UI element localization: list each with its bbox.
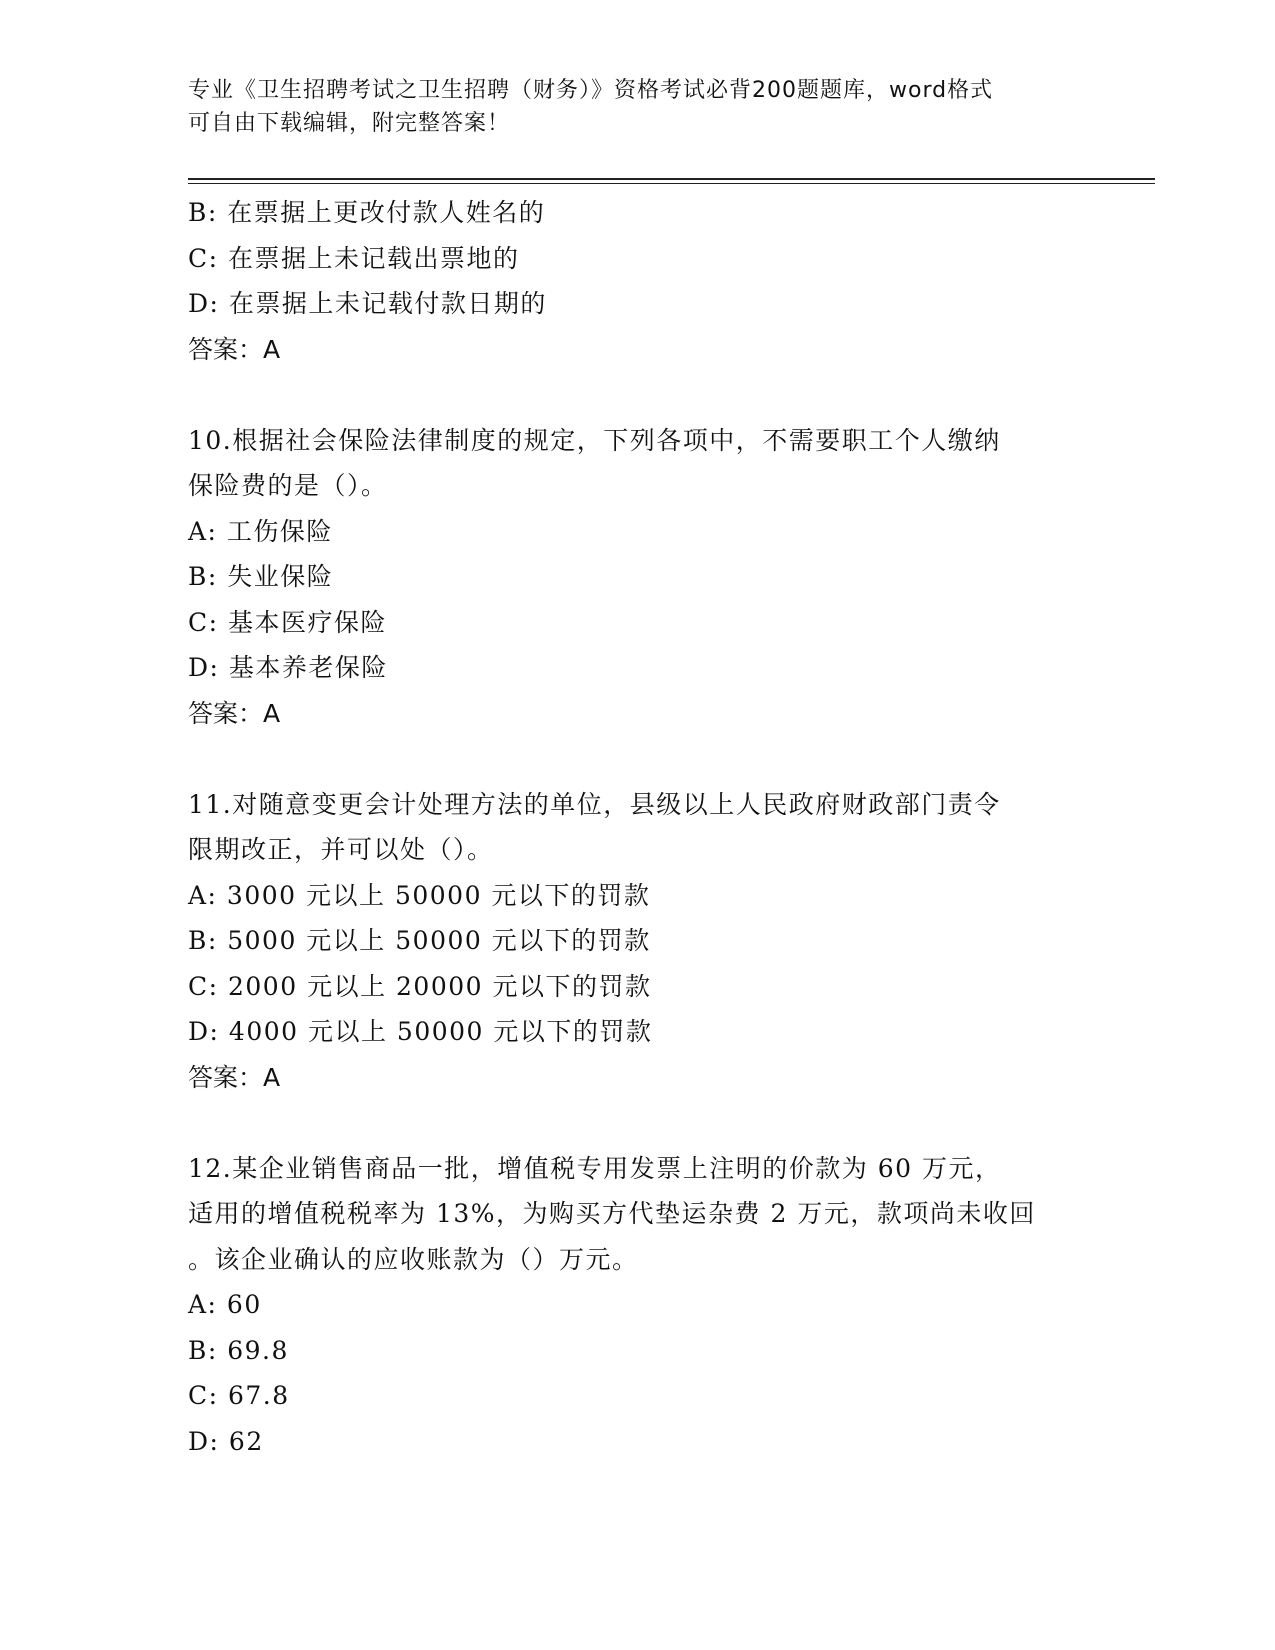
answer-label: 答案：A <box>188 698 281 728</box>
option-d: D: 62 <box>188 1426 264 1456</box>
header-divider-thick <box>188 178 1155 180</box>
question-stem: 11.对随意变更会计处理方法的单位，县级以上人民政府财政部门责令 <box>188 789 1001 819</box>
document-header <box>188 74 1068 140</box>
option-b: B: 5000 元以上 50000 元以下的罚款 <box>188 926 651 955</box>
option-b: B: 69.8 <box>188 1335 289 1365</box>
question-stem: 10.根据社会保险法律制度的规定，下列各项中，不需要职工个人缴纳 <box>188 425 1001 455</box>
question-10 <box>188 418 1088 737</box>
spacer <box>188 736 1088 782</box>
spacer <box>188 372 1088 418</box>
header-line-2: 可自由下载编辑，附完整答案！ <box>188 111 511 136</box>
option-b: B: 在票据上更改付款人姓名的 <box>188 198 546 227</box>
answer-label: 答案：A <box>188 1062 281 1092</box>
option-a: A: 60 <box>188 1290 262 1319</box>
option-d: D: 4000 元以上 50000 元以下的罚款 <box>188 1017 653 1046</box>
option-b: B: 失业保险 <box>188 562 334 591</box>
spacer <box>188 1100 1088 1146</box>
option-a: A: 3000 元以上 50000 元以下的罚款 <box>188 880 651 910</box>
option-c: C: 67.8 <box>188 1381 290 1410</box>
option-a: A: 工伤保险 <box>188 516 333 546</box>
question-stem-cont: 保险费的是（）。 <box>188 471 388 500</box>
question-stem: 12.某企业销售商品一批，增值税专用发票上注明的价款为 60 万元， <box>188 1153 1002 1183</box>
header-line-1: 专业《卫生招聘考试之卫生招聘（财务）》资格考试必背200题题库，word格式 <box>188 78 994 103</box>
question-stem-cont: 限期改正，并可以处（）。 <box>188 835 494 864</box>
option-c: C: 2000 元以上 20000 元以下的罚款 <box>188 971 652 1001</box>
question-stem-cont: 适用的增值税税率为 13%，为购买方代垫运杂费 2 万元，款项尚未收回 <box>188 1199 1036 1228</box>
question-12 <box>188 1146 1088 1465</box>
question-9-tail <box>188 190 1088 372</box>
answer-label: 答案：A <box>188 334 281 364</box>
option-c: C: 基本医疗保险 <box>188 607 387 637</box>
question-11 <box>188 782 1088 1101</box>
option-d: D: 基本养老保险 <box>188 653 388 682</box>
option-c: C: 在票据上未记载出票地的 <box>188 243 520 273</box>
question-list <box>188 190 1088 1464</box>
option-d: D: 在票据上未记载付款日期的 <box>188 289 547 318</box>
header-divider-thin <box>188 183 1155 184</box>
question-stem-cont: 。该企业确认的应收账款为（）万元。 <box>188 1244 639 1274</box>
